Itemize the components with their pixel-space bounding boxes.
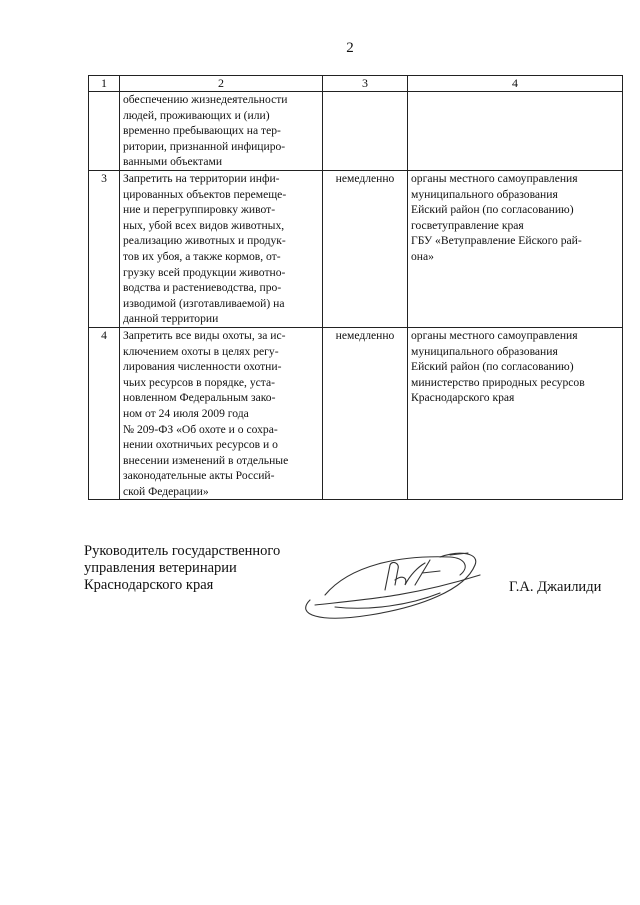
table-row <box>89 327 623 500</box>
page-number: 2 <box>346 40 354 56</box>
responsible <box>408 92 623 171</box>
deadline <box>323 92 408 171</box>
column-header-3: 3 <box>323 76 408 92</box>
column-header-1: 1 <box>89 76 120 92</box>
responsible: органы местного самоуправления муниципального образования Ейский район (по согласованию) госветуправление края ГБУ «Ветуправление Ейского рай- она» <box>408 171 623 328</box>
row-number: 4 <box>89 327 120 500</box>
table-header-row <box>89 76 623 92</box>
row-number: 3 <box>89 171 120 328</box>
table-row <box>89 92 623 171</box>
table-row <box>89 171 623 328</box>
handwritten-signature <box>290 545 490 620</box>
column-header-4: 4 <box>408 76 623 92</box>
column-header-2: 2 <box>120 76 323 92</box>
signatory-name: Г.А. Джаилиди <box>509 579 602 595</box>
row-number <box>89 92 120 171</box>
measures-table <box>88 75 623 500</box>
deadline: немедленно <box>323 171 408 328</box>
measure-text: Запретить на территории инфи- цированных объектов перемеще- ние и перегруппировку живот- ных, убой всех видов животных, реализацию животных и продук- тов их убоя, а также кормов, от- грузку всей продукции животно- водства и растениеводства, про- изводимой (изготавливаемой) на данной территории <box>120 171 323 328</box>
measure-text: обеспечению жизнедеятельности людей, проживающих и (или) временно пребывающих на тер- ритории, признанной инфициро- ванными объектами <box>120 92 323 171</box>
measure-text: Запретить все виды охоты, за ис- ключением охоты в целях регу- лирования численности охотни- чьих ресурсов в порядке, уста- новленном Федеральным зако- ном от 24 июля 2009 года № 209-ФЗ «Об охоте и о сохра- нении охотничьих ресурсов и о внесении изменений в отдельные законодательные акты Россий- ской Федерации» <box>120 327 323 500</box>
responsible: органы местного самоуправления муниципального образования Ейский район (по согласованию) министерство природных ресурсов Краснодарского края <box>408 327 623 500</box>
signatory-position: Руководитель государственного управления ветеринарии Краснодарского края <box>84 543 281 593</box>
deadline: немедленно <box>323 327 408 500</box>
